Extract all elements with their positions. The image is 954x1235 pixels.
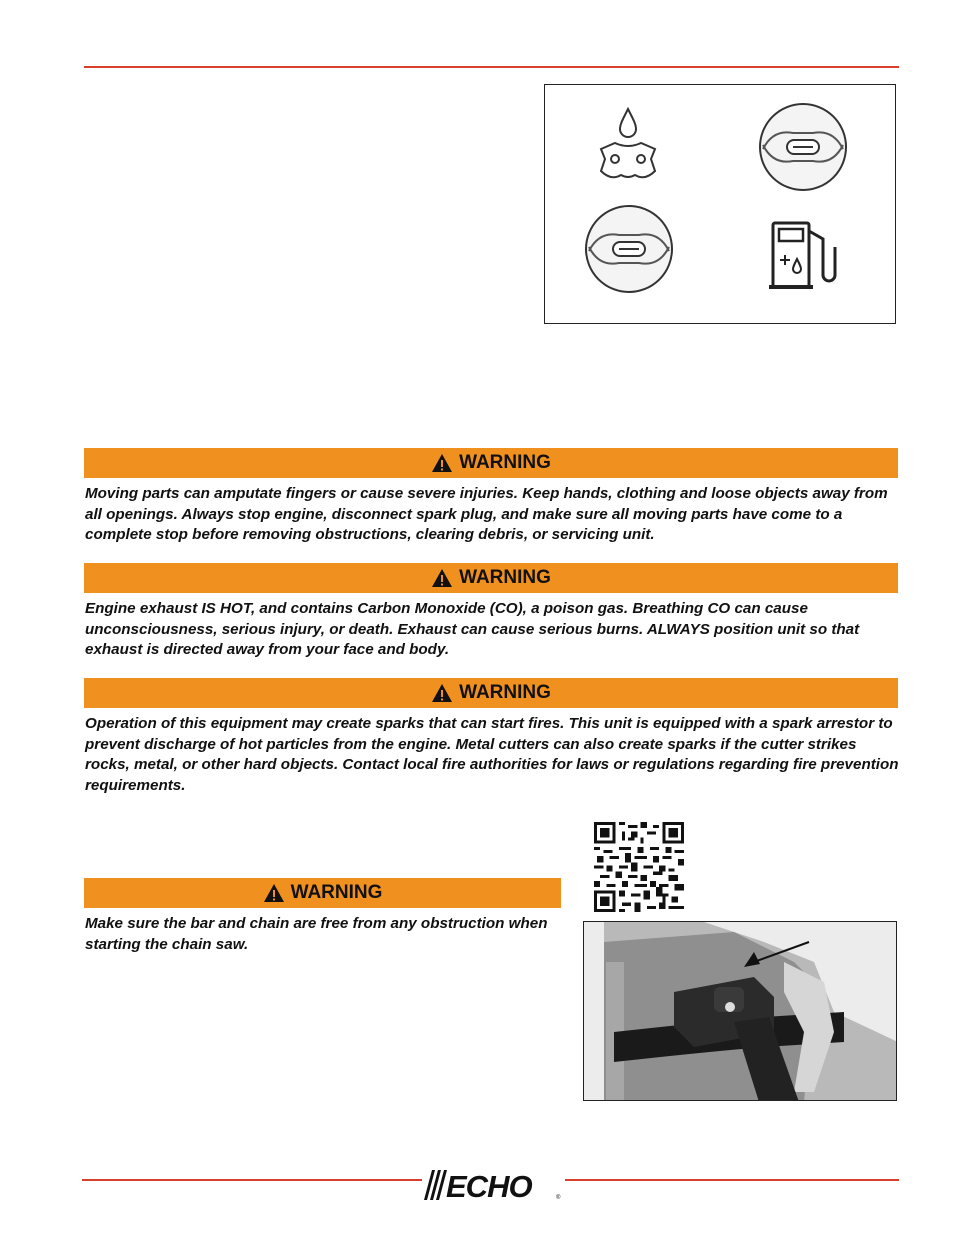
warning-text: Operation of this equipment may create sparks that can start fires. This unit is equipped with a spark arrestor to prevent discharge of hot particles from the engine. Metal cutters can also create sparks if the cutter strikes rocks, metal, or other hard objects. Contact local fire authorities for laws or regulations regarding fire prevention requirements. bbox=[85, 715, 899, 794]
warning-banner bbox=[84, 448, 898, 478]
symbol-panel bbox=[544, 84, 896, 324]
warning-label: WARNING bbox=[459, 567, 551, 588]
warning-text: Moving parts can amputate fingers or cause severe injuries. Keep hands, clothing and loose objects away from all openings. Always stop engine, disconnect spark plug, and make sure all moving parts have come to a complete stop before removing obstructions, clearing debris, or servicing unit. bbox=[85, 485, 888, 543]
warning-text: Engine exhaust IS HOT, and contains Carbon Monoxide (CO), a poison gas. Breathing CO can cause unconsciousness, serious injury, or death. Exhaust can cause serious burns. ALWAYS position unit so that exhaust is directed away from your face and body. bbox=[85, 600, 860, 658]
logo-text: ECHO bbox=[446, 1169, 532, 1202]
header-rule bbox=[84, 66, 899, 68]
warning-icon bbox=[431, 453, 453, 473]
stop-switch-photo bbox=[583, 921, 897, 1101]
warning-banner bbox=[84, 563, 898, 593]
warning-label: WARNING bbox=[459, 452, 551, 473]
warning-icon bbox=[431, 683, 453, 703]
warning-label: WARNING bbox=[290, 882, 383, 903]
warning-icon bbox=[431, 568, 453, 588]
warning-text: Make sure the bar and chain are free from any obstruction when starting the chain saw. bbox=[85, 915, 548, 953]
warning-label: WARNING bbox=[459, 682, 551, 703]
footer-rule-left bbox=[82, 1179, 422, 1181]
fuel-cap-icon bbox=[581, 201, 677, 297]
chain-oil-icon bbox=[595, 105, 661, 185]
echo-logo bbox=[420, 1166, 566, 1202]
fuel-pump-icon bbox=[767, 219, 847, 291]
warning-icon bbox=[263, 883, 285, 903]
warning-banner bbox=[84, 678, 898, 708]
svg-text:®: ® bbox=[556, 1195, 561, 1201]
chainsaw-handle-illustration bbox=[584, 922, 897, 1101]
qr-code bbox=[594, 822, 684, 912]
warning-banner bbox=[84, 878, 561, 908]
footer-rule-right bbox=[565, 1179, 899, 1181]
oil-cap-icon bbox=[755, 99, 851, 195]
